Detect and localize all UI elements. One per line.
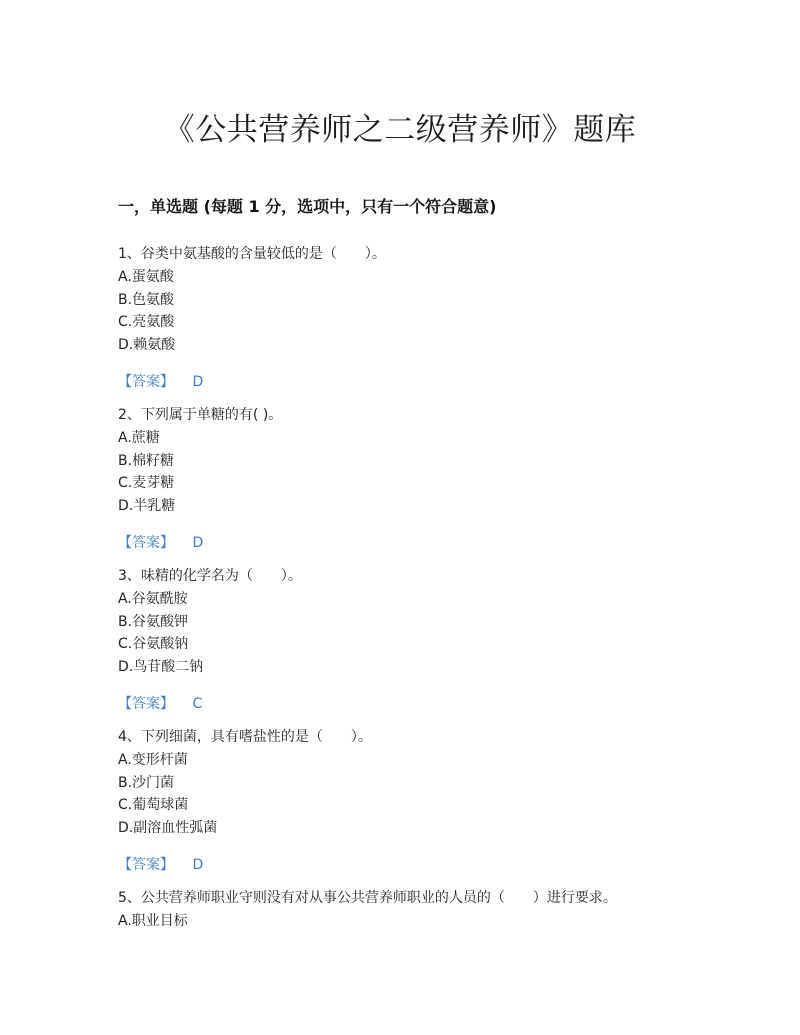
answer-value: D bbox=[192, 535, 204, 551]
answer-tag: 【答案】 bbox=[118, 535, 174, 551]
question-4 bbox=[118, 727, 718, 876]
option-d: D.半乳糖 bbox=[118, 497, 176, 514]
answer-row bbox=[118, 532, 718, 554]
answer-row bbox=[118, 371, 718, 393]
option-c: C.谷氨酸钠 bbox=[118, 636, 189, 652]
answer-value: D bbox=[192, 857, 204, 873]
question-stem: 5、公共营养师职业守则没有对从事公共营养师职业的人员的（ ）进行要求。 bbox=[118, 890, 617, 906]
question-stem: 4、下列细菌，具有嗜盐性的是（ ）。 bbox=[118, 729, 372, 745]
option-a: A.变形杆菌 bbox=[118, 752, 188, 768]
answer-tag: 【答案】 bbox=[118, 857, 174, 873]
answer-tag: 【答案】 bbox=[118, 374, 174, 390]
answer-row bbox=[118, 693, 718, 715]
question-list bbox=[118, 244, 718, 946]
option-b: B.棉籽糖 bbox=[118, 452, 175, 469]
option-d: D.副溶血性弧菌 bbox=[118, 819, 218, 836]
section-heading: 一，单选题 (每题 1 分，选项中，只有一个符合题意) bbox=[118, 197, 497, 216]
option-b: B.沙门菌 bbox=[118, 774, 175, 791]
option-a: A.谷氨酰胺 bbox=[118, 591, 188, 607]
question-stem: 3、味精的化学名为（ ）。 bbox=[118, 568, 302, 584]
question-3 bbox=[118, 566, 718, 715]
option-c: C.葡萄球菌 bbox=[118, 797, 189, 813]
option-a: A.蛋氨酸 bbox=[118, 269, 174, 285]
question-5 bbox=[118, 888, 718, 934]
option-d: D.鸟苷酸二钠 bbox=[118, 658, 204, 675]
question-2 bbox=[118, 405, 718, 554]
answer-value: D bbox=[192, 374, 204, 390]
answer-value: C bbox=[192, 696, 203, 712]
answer-row bbox=[118, 854, 718, 876]
option-a: A.职业目标 bbox=[118, 913, 188, 929]
option-c: C.麦芽糖 bbox=[118, 475, 175, 491]
option-a: A.蔗糖 bbox=[118, 430, 160, 446]
option-b: B.谷氨酸钾 bbox=[118, 613, 189, 630]
question-stem: 2、下列属于单糖的有( )。 bbox=[118, 407, 283, 423]
question-stem: 1、谷类中氨基酸的含量较低的是（ ）。 bbox=[118, 246, 386, 262]
option-c: C.亮氨酸 bbox=[118, 314, 175, 330]
option-d: D.赖氨酸 bbox=[118, 336, 176, 353]
question-1 bbox=[118, 244, 718, 393]
answer-tag: 【答案】 bbox=[118, 696, 174, 712]
option-b: B.色氨酸 bbox=[118, 291, 175, 308]
document-title: 《公共营养师之二级营养师》题库 bbox=[163, 112, 637, 148]
